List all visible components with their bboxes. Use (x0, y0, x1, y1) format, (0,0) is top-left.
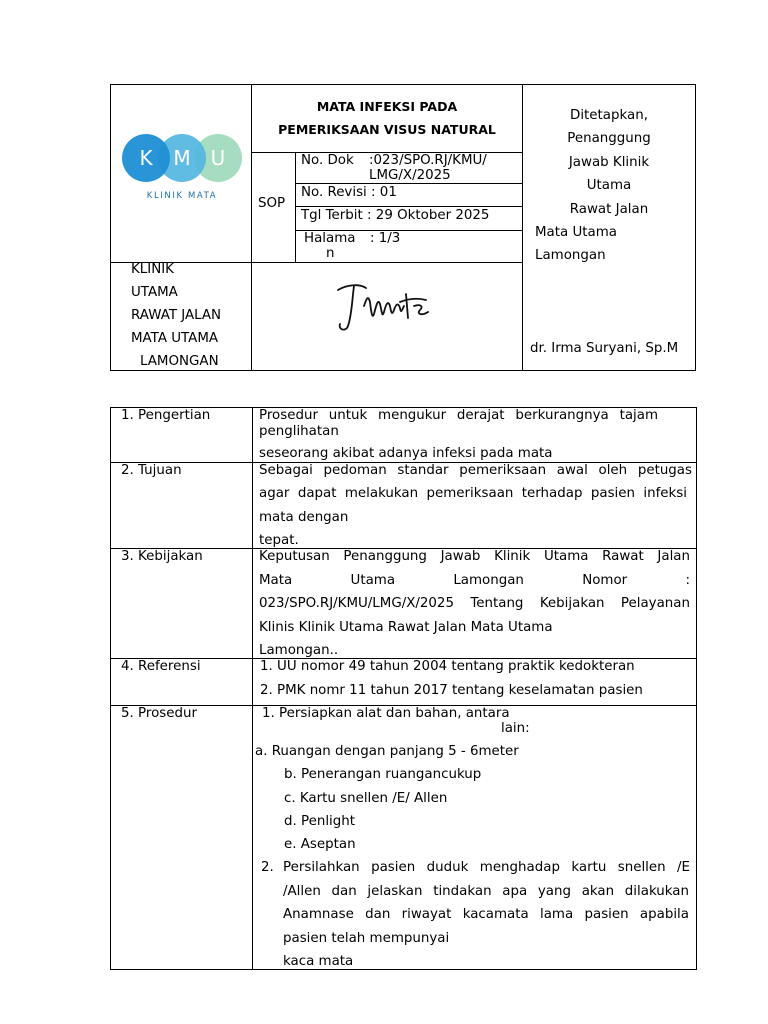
content-column-divider (252, 407, 253, 970)
header-border-bottom (110, 370, 696, 371)
clinic-name-line-5: LAMONGAN (140, 354, 219, 369)
no-dok-value: :023/SPO.RJ/KMU/ (369, 153, 487, 168)
header-border-right (695, 84, 696, 371)
ditetapkan-line-7: Lamongan (535, 248, 606, 263)
kebijakan-line-1: Keputusan Penanggung Jawab Klinik Utama Rawat Jalan (259, 549, 690, 564)
tujuan-line-1: Sebagai pedoman standar pemeriksaan awal oleh petugas (259, 463, 692, 478)
halaman-label: Halama (304, 231, 356, 246)
halaman-label-wrap: n (326, 246, 335, 261)
tujuan-line-4: tepat. (259, 533, 299, 548)
ditetapkan-line-6: Mata Utama (535, 225, 617, 240)
tgl-terbit: Tgl Terbit : 29 Oktober 2025 (301, 208, 490, 223)
section-label-kebijakan: 3. Kebijakan (121, 549, 203, 564)
prosedur-step-1-wrap: lain: (501, 721, 530, 736)
halaman-value: : 1/3 (370, 231, 401, 246)
clinic-name-line-3: RAWAT JALAN (131, 308, 222, 323)
clinic-name-line-4: MATA UTAMA (131, 331, 219, 346)
no-dok-value-2: LMG/X/2025 (369, 168, 451, 183)
prosedur-item-e: e. Aseptan (284, 837, 356, 852)
prosedur-item-d: d. Penlight (284, 814, 356, 829)
tujuan-line-3: mata dengan (259, 510, 349, 525)
content-border-right (696, 407, 697, 970)
ditetapkan-line-4: Utama (586, 178, 632, 193)
signature-graphic (330, 280, 440, 336)
no-dok-label: No. Dok (301, 153, 354, 168)
section-label-tujuan: 2. Tujuan (121, 463, 182, 478)
prosedur-step-2-line-4: pasien telah mempunyai (283, 931, 450, 946)
section-label-referensi: 4. Referensi (121, 659, 201, 674)
section-label-prosedur: 5. Prosedur (121, 706, 197, 721)
pengertian-line-1: Prosedur untuk mengukur derajat berkurangnya tajam (259, 408, 658, 423)
kebijakan-line-3: 023/SPO.RJ/KMU/LMG/X/2025 Tentang Kebijakan Pelayanan (259, 596, 690, 611)
kmu-logo (118, 132, 248, 208)
doc-title-line2: PEMERIKSAAN VISUS NATURAL (278, 122, 496, 137)
section-label-pengertian: 1. Pengertian (121, 408, 211, 423)
signatory-name: dr. Irma Suryani, Sp.M (530, 341, 679, 356)
prosedur-item-b: b. Penerangan ruangancukup (284, 767, 482, 782)
header-divider-right (522, 84, 523, 371)
no-revisi: No. Revisi : 01 (301, 185, 397, 200)
pengertian-line-3: seseorang akibat adanya infeksi pada mata (259, 446, 553, 461)
kebijakan-line-5: Lamongan.. (259, 643, 339, 658)
sop-divider (295, 152, 296, 262)
prosedur-step-2-line-2: /Allen dan jelaskan tindakan apa yang akan dilakukan (283, 884, 689, 899)
logo-letter-u: U (210, 146, 226, 170)
sop-label: SOP (258, 196, 286, 211)
content-border-left (110, 407, 111, 970)
prosedur-step-2-number: 2. (261, 860, 274, 875)
referensi-item-1: 1. UU nomor 49 tahun 2004 tentang praktik kedokteran (260, 659, 635, 674)
prosedur-step-2-line-3: Anamnase dan riwayat kacamata lama pasien apabila (283, 907, 689, 922)
logo-letter-m: M (173, 146, 191, 170)
signature-stroke (338, 285, 428, 329)
clinic-name-line-2: UTAMA (131, 285, 178, 300)
logo-subtitle: KLINIK MATA (146, 191, 218, 201)
ditetapkan-line-3: Jawab Klinik (568, 155, 650, 170)
ditetapkan-line-5: Rawat Jalan (569, 202, 649, 217)
ditetapkan-line-2: Penanggung (567, 131, 651, 146)
prosedur-step-2-line-1: Persilahkan pasien duduk menghadap kartu snellen /E (283, 860, 690, 875)
prosedur-item-a: a. Ruangan dengan panjang 5 - 6meter (255, 744, 519, 759)
pengertian-line-2: penglihatan (259, 424, 339, 439)
prosedur-step-1: 1. Persiapkan alat dan bahan, antara (262, 706, 510, 721)
tujuan-line-2: agar dapat melakukan pemeriksaan terhadap pasien infeksi (259, 486, 687, 501)
logo-letter-k: K (139, 146, 153, 170)
revisi-divider (295, 206, 523, 207)
header-border-left (110, 84, 111, 371)
handwritten-signature (330, 280, 440, 336)
content-border-bottom (110, 969, 697, 970)
doc-title-line1: MATA INFEKSI PADA (316, 99, 458, 114)
kebijakan-line-4: Klinis Klinik Utama Rawat Jalan Mata Utama (259, 620, 553, 635)
ditetapkan-line-1: Ditetapkan, (570, 108, 648, 123)
referensi-item-2: 2. PMK nomr 11 tahun 2017 tentang keselamatan pasien (260, 683, 643, 698)
kmu-logo-graphic (118, 132, 248, 208)
kebijakan-line-2: Mata Utama Lamongan Nomor : (259, 573, 690, 588)
header-border-top (110, 84, 696, 85)
clinic-name-line-1: KLINIK (131, 262, 174, 277)
prosedur-item-c: c. Kartu snellen /E/ Allen (284, 791, 448, 806)
prosedur-step-2-line-5: kaca mata (283, 954, 354, 969)
